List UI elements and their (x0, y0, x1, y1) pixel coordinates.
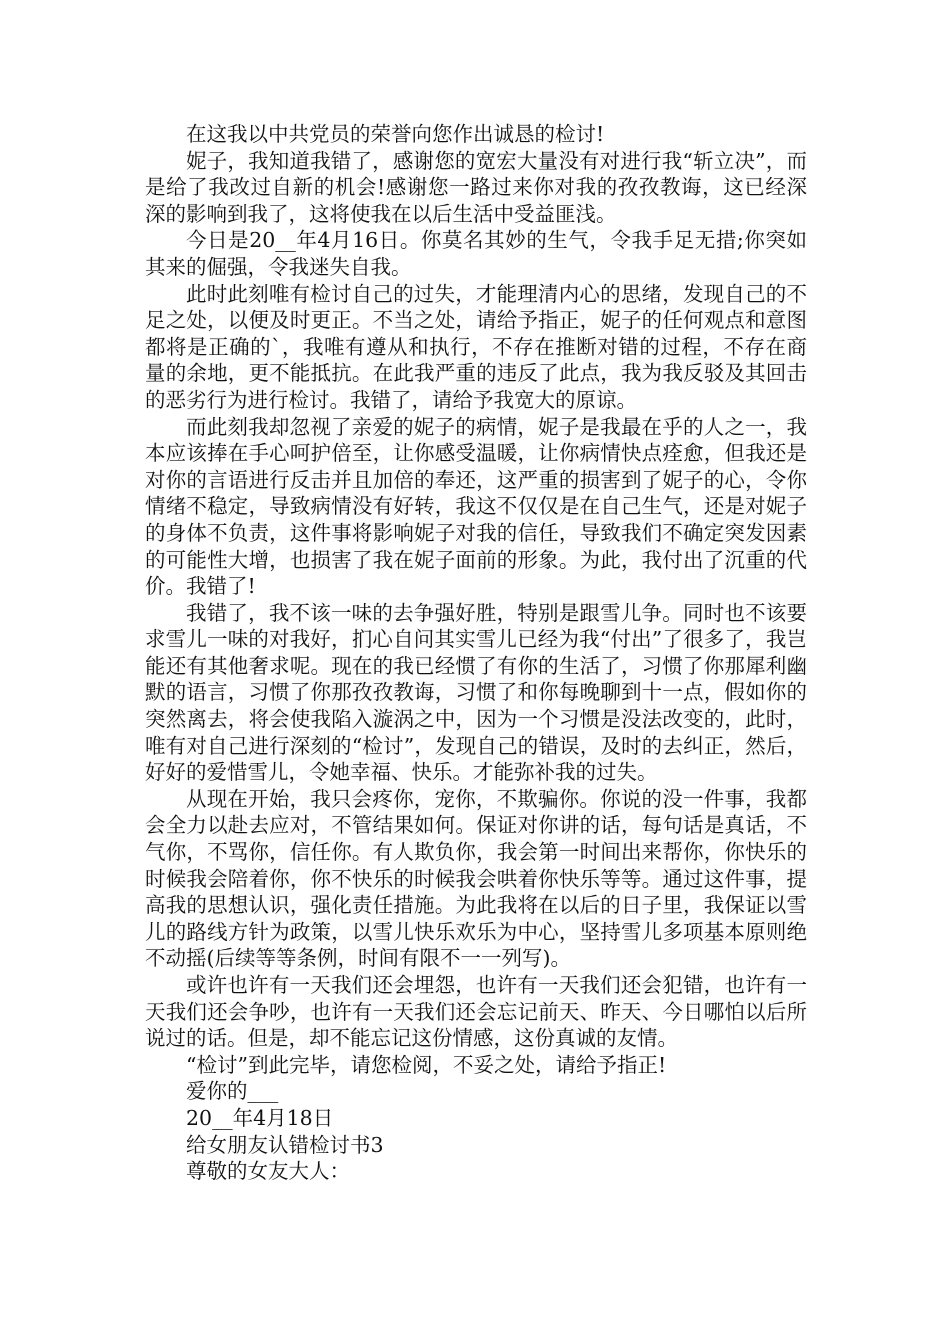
salutation-line: 尊敬的女友大人： (186, 1159, 350, 1184)
paragraph-friendship: 或许也许有一天我们还会埋怨，也许有一天我们还会犯错，也许有一天我们还会争吵，也许有一天我们还会忘记前天、昨天、今日哪怕以后所说过的话。但是，却不能忘记这份情感，这份真诚的友情。 (145, 973, 807, 1051)
paragraph-date: 今日是20__年4月16日。你莫名其妙的生气，令我手足无措;你突如其来的倔强，令我迷失自我。 (145, 228, 807, 279)
signature-line: 爱你的___ (186, 1079, 279, 1104)
document-body (145, 121, 807, 1185)
next-letter-title: 给女朋友认错检讨书3 (186, 1132, 384, 1157)
paragraph-intro: 在这我以中共党员的荣誉向您作出诚恳的检讨! (186, 122, 605, 146)
paragraph-mistake: 我错了，我不该一味的去争强好胜，特别是跟雪儿争。同时也不该要求雪儿一味的对我好，扪心自问其实雪儿已经为我“付出”了很多了，我岂能还有其他奢求呢。现在的我已经惯了有你的生活了，习惯了你那犀利幽默的语言，习惯了你那孜孜教诲，习惯了和你每晚聊到十一点，假如你的突然离去，将会使我陷入漩涡之中，因为一个习惯是没法改变的，此时，唯有对自己进行深刻的“检讨”，发现自己的错误，及时的去纠正，然后，好好的爱惜雪儿，令她幸福、快乐。才能弥补我的过失。 (145, 600, 807, 785)
paragraph-promise: 从现在开始，我只会疼你，宠你，不欺骗你。你说的没一件事，我都会全力以赴去应对，不管结果如何。保证对你讲的话，每句话是真话，不气你，不骂你，信任你。有人欺负你，我会第一时间出来帮你，你快乐的时候我会陪着你，你不快乐的时候我会哄着你快乐等等。通过这件事，提高我的思想认识，强化责任措施。为此我将在以后的日子里，我保证以雪儿的路线方针为政策，以雪儿快乐欢乐为中心，坚持雪儿多项基本原则绝不动摇(后续等等条例，时间有限不一一列写)。 (145, 786, 807, 971)
paragraph-illness: 而此刻我却忽视了亲爱的妮子的病情，妮子是我最在乎的人之一，我本应该捧在手心呵护倍至，让你感受温暖，让你病情快点痊愈，但我还是对你的言语进行反击并且加倍的奉还，这严重的损害到了妮子的心，令你情绪不稳定，导致病情没有好转，我这不仅仅是在自己生气，还是对妮子的身体不负责，这件事将影响妮子对我的信任，导致我们不确定突发因素的可能性大增，也损害了我在妮子面前的形象。为此，我付出了沉重的代价。我错了! (145, 414, 807, 599)
paragraph-reflection: 此时此刻唯有检讨自己的过失，才能理清内心的思绪，发现自己的不足之处，以便及时更正。不当之处，请给予指正，妮子的任何观点和意图都将是正确的`，我唯有遵从和执行，不存在推断对错的过程，不存在商量的余地，更不能抵抗。在此我严重的违反了此点，我为我反驳及其回击的恶劣行为进行检讨。我错了，请给予我宽大的原谅。 (145, 281, 807, 412)
date-line: 20__年4月18日 (186, 1105, 334, 1130)
closing-line: “检讨”到此完毕，请您检阅，不妥之处，请给予指正! (186, 1052, 667, 1077)
paragraph-thanks: 妮子，我知道我错了，感谢您的宽宏大量没有对进行我“斩立决”，而是给了我改过自新的机会!感谢您一路过来你对我的孜孜教诲，这已经深深的影响到我了，这将使我在以后生活中受益匪浅。 (145, 148, 807, 226)
